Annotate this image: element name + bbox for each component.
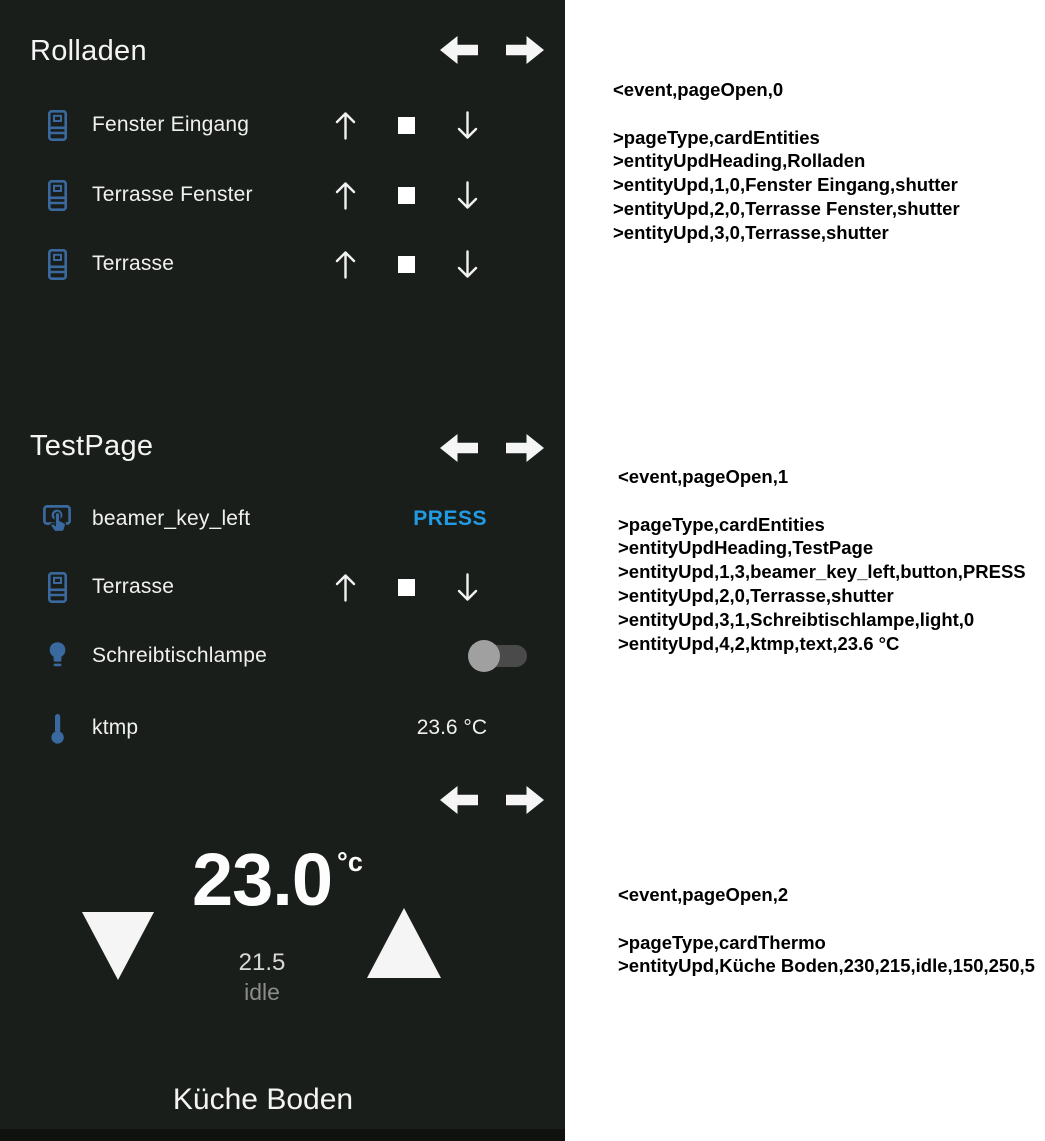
log-line: >entityUpd,2,0,Terrasse,shutter [618,584,894,606]
log-line [613,102,960,126]
panel-bottom-edge [0,1129,565,1141]
entity-label: Terrasse [92,252,175,275]
log-line: >entityUpdHeading,TestPage [618,537,874,559]
entity-label: ktmp [92,716,139,739]
log-line [618,489,1026,513]
log-line: >pageType,cardEntities [618,513,825,535]
arrow-right-icon [506,783,544,817]
arrow-left-icon [440,783,478,817]
log-line: >pageType,cardThermo [618,931,826,953]
target-temperature: 21.5 [238,949,286,976]
entity-label: Schreibtischlampe [92,644,267,667]
log-line: >entityUpd,3,0,Terrasse,shutter [613,221,889,243]
log-line: >entityUpd,1,3,beamer_key_left,button,PRESS [618,561,1026,583]
current-temperature [192,838,363,921]
log-line: >entityUpd,3,1,Schreibtischlampe,light,0 [618,608,975,630]
entity-value: 23.6 °C [416,716,487,739]
log-line: >entityUpdHeading,Rolladen [613,150,866,172]
entity-label: Terrasse Fenster [92,183,253,206]
page-prev-button[interactable] [440,783,478,817]
log-line: >entityUpd,2,0,Terrasse Fenster,shutter [613,197,960,219]
log-line [618,907,1035,931]
log-line: >entityUpd,1,0,Fenster Eingang,shutter [613,174,958,196]
thermo-title: Küche Boden [172,1083,354,1116]
press-button[interactable]: PRESS [413,507,487,530]
log-block-page2 [618,883,1035,978]
entity-label: Terrasse [92,575,175,598]
page-title: Rolladen [30,35,147,67]
page-title: TestPage [30,430,154,462]
temperature-unit: °c [337,847,363,877]
log-line: >entityUpd,4,2,ktmp,text,23.6 °C [618,632,900,654]
log-line: <event,pageOpen,1 [618,466,789,487]
log-block-page0 [613,78,960,245]
protocol-log [565,0,1045,1141]
log-block-page1 [618,465,1026,655]
current-temperature-value: 23.0 [192,838,333,921]
log-line: >pageType,cardEntities [613,126,820,148]
log-line: <event,pageOpen,0 [613,79,784,100]
log-line: <event,pageOpen,2 [618,884,789,905]
entity-label: beamer_key_left [92,507,251,530]
log-line: >entityUpd,Küche Boden,230,215,idle,150,250,5 [618,955,1035,977]
page-next-button[interactable] [506,783,544,817]
hvac-state: idle [244,979,280,1005]
entity-label: Fenster Eingang [92,113,250,136]
